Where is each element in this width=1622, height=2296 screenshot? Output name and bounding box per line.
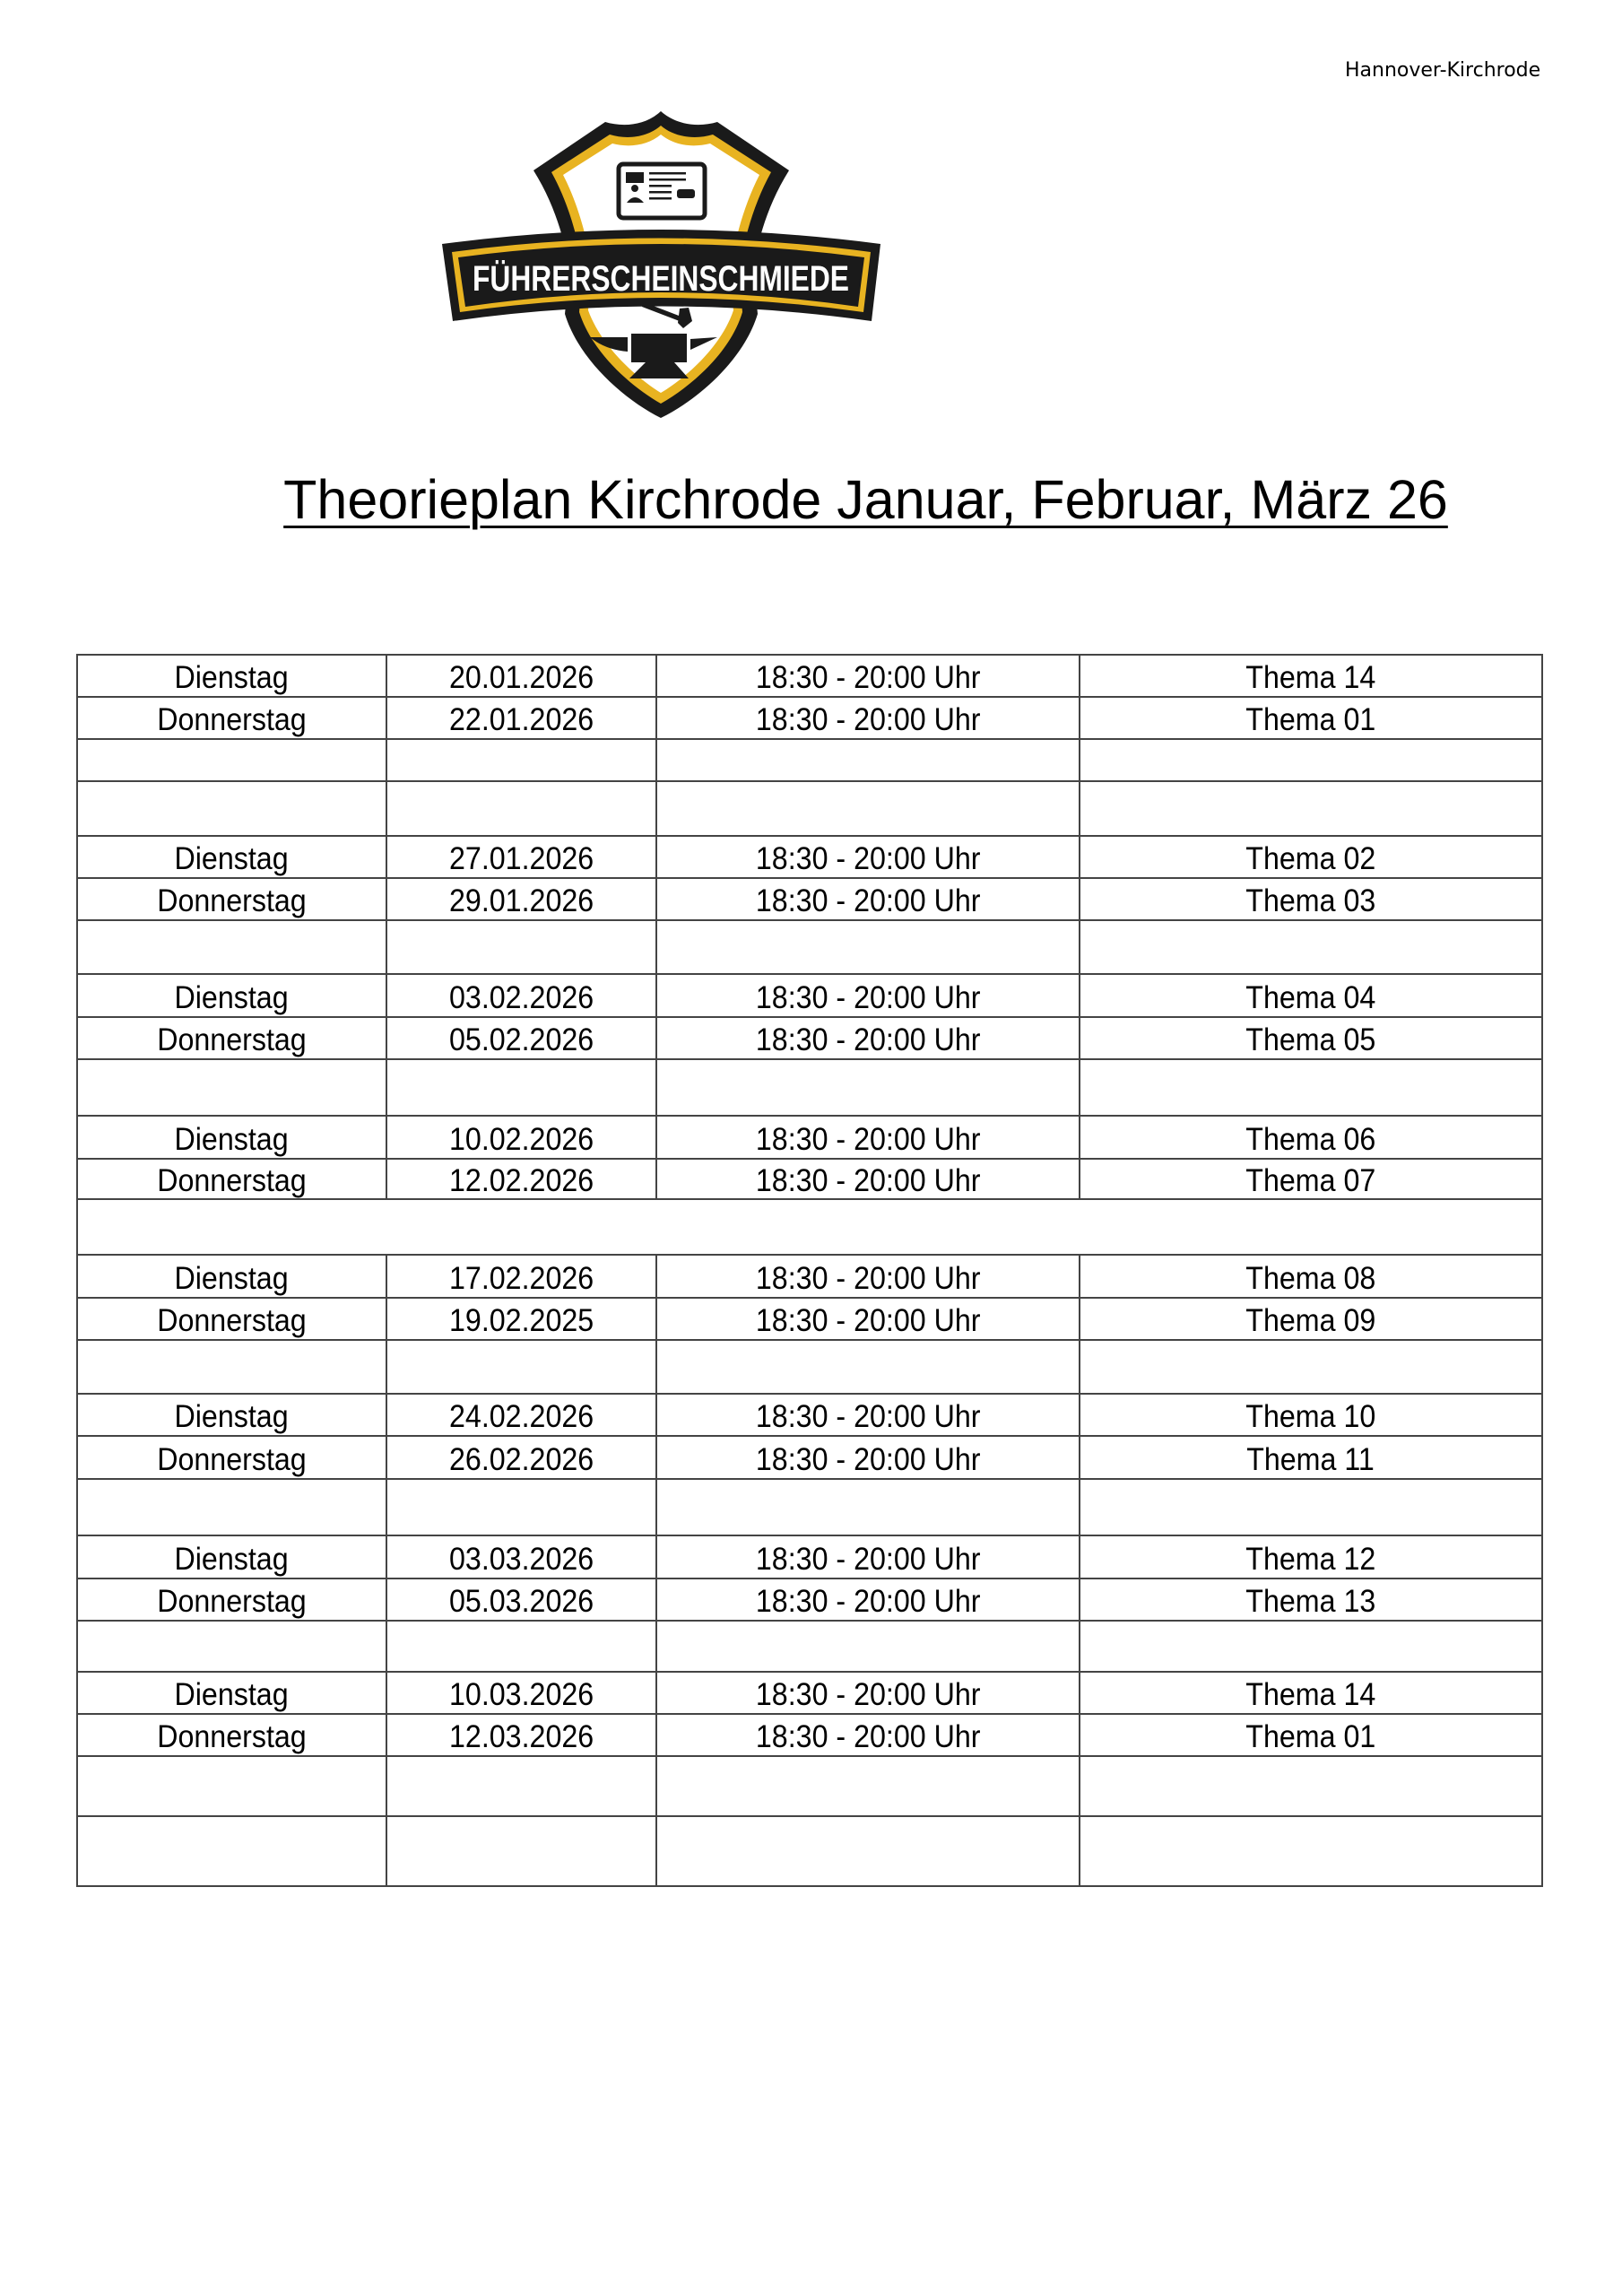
topic-text: Thema 12: [1245, 1541, 1376, 1577]
time-cell: [656, 1394, 1079, 1436]
time-text: 18:30 - 20:00 Uhr: [755, 1677, 981, 1712]
date-cell: [386, 1116, 657, 1159]
date-cell: [386, 781, 657, 836]
time-text: 18:30 - 20:00 Uhr: [755, 702, 981, 737]
table-row: [77, 1255, 1542, 1298]
date-cell: [386, 1298, 657, 1340]
day-cell: [77, 1672, 386, 1714]
table-row: [77, 697, 1542, 739]
table-row: [77, 1298, 1542, 1340]
date-cell: [386, 1578, 657, 1621]
day-cell: [77, 1059, 386, 1116]
day-text: Donnerstag: [157, 702, 307, 737]
date-cell: [386, 739, 657, 781]
time-cell: [656, 1816, 1079, 1886]
empty-row: [77, 781, 1542, 836]
day-cell: [77, 974, 386, 1017]
topic-text: Thema 10: [1245, 1399, 1376, 1434]
date-text: 19.02.2025: [448, 1303, 594, 1338]
day-cell: [77, 1255, 386, 1298]
day-text: Dienstag: [174, 1399, 289, 1434]
time-cell: [656, 878, 1079, 920]
topic-cell: [1080, 920, 1542, 974]
spacer-cell: [77, 1199, 1542, 1255]
date-text: 26.02.2026: [448, 1441, 594, 1477]
merged-spacer-row: [77, 1199, 1542, 1255]
day-cell: [77, 920, 386, 974]
day-cell: [77, 1479, 386, 1535]
date-text: 10.03.2026: [448, 1677, 594, 1712]
time-cell: [656, 1578, 1079, 1621]
date-text: 03.03.2026: [448, 1541, 594, 1577]
date-text: 12.03.2026: [448, 1719, 594, 1754]
date-text: 24.02.2026: [448, 1399, 594, 1434]
location-label: Hannover-Kirchrode: [1345, 59, 1541, 82]
time-text: 18:30 - 20:00 Uhr: [755, 660, 981, 695]
topic-cell: [1080, 1116, 1542, 1159]
day-text: Dienstag: [174, 1260, 289, 1296]
topic-cell: [1080, 1340, 1542, 1394]
empty-row: [77, 920, 1542, 974]
day-text: Dienstag: [174, 979, 289, 1015]
license-card-icon: [619, 164, 705, 218]
topic-cell: [1080, 1436, 1542, 1479]
time-cell: [656, 1159, 1079, 1199]
topic-text: Thema 01: [1245, 702, 1376, 737]
topic-cell: [1080, 1756, 1542, 1816]
date-cell: [386, 1621, 657, 1672]
day-cell: [77, 1714, 386, 1756]
topic-text: Thema 08: [1245, 1260, 1376, 1296]
topic-cell: [1080, 1479, 1542, 1535]
time-cell: [656, 920, 1079, 974]
day-text: Dienstag: [174, 1677, 289, 1712]
date-text: 05.02.2026: [448, 1022, 594, 1057]
time-cell: [656, 655, 1079, 697]
empty-row: [77, 1059, 1542, 1116]
date-cell: [386, 1756, 657, 1816]
date-text: 29.01.2026: [448, 883, 594, 918]
day-text: Donnerstag: [157, 1303, 307, 1338]
day-cell: [77, 1017, 386, 1059]
day-cell: [77, 655, 386, 697]
time-cell: [656, 1340, 1079, 1394]
day-cell: [77, 1756, 386, 1816]
day-cell: [77, 739, 386, 781]
topic-text: Thema 14: [1245, 1677, 1376, 1712]
empty-row: [77, 1756, 1542, 1816]
empty-row: [77, 1621, 1542, 1672]
date-text: 20.01.2026: [448, 660, 594, 695]
topic-cell: [1080, 1394, 1542, 1436]
fuehrerscheinschmiede-logo: [430, 90, 1130, 430]
date-cell: [386, 1394, 657, 1436]
topic-cell: [1080, 1816, 1542, 1886]
topic-cell: [1080, 1535, 1542, 1578]
date-text: 05.03.2026: [448, 1584, 594, 1619]
day-text: Dienstag: [174, 841, 289, 876]
topic-cell: [1080, 974, 1542, 1017]
day-text: Dienstag: [174, 1541, 289, 1577]
date-text: 12.02.2026: [448, 1163, 594, 1198]
day-text: Dienstag: [174, 1121, 289, 1157]
time-text: 18:30 - 20:00 Uhr: [755, 1121, 981, 1157]
table-row: [77, 878, 1542, 920]
day-cell: [77, 1298, 386, 1340]
page-title: Theorieplan Kirchrode Januar, Februar, März 26: [283, 469, 1448, 530]
topic-cell: [1080, 878, 1542, 920]
empty-row: [77, 1479, 1542, 1535]
table-row: [77, 1672, 1542, 1714]
table-row: [77, 1116, 1542, 1159]
day-text: Donnerstag: [157, 883, 307, 918]
time-text: 18:30 - 20:00 Uhr: [755, 979, 981, 1015]
topic-cell: [1080, 1255, 1542, 1298]
topic-text: Thema 06: [1245, 1121, 1376, 1157]
day-cell: [77, 1436, 386, 1479]
table-row: [77, 1436, 1542, 1479]
topic-text: Thema 07: [1245, 1163, 1376, 1198]
date-cell: [386, 697, 657, 739]
date-text: 27.01.2026: [448, 841, 594, 876]
time-cell: [656, 1479, 1079, 1535]
time-text: 18:30 - 20:00 Uhr: [755, 883, 981, 918]
time-text: 18:30 - 20:00 Uhr: [755, 1022, 981, 1057]
date-cell: [386, 1340, 657, 1394]
date-cell: [386, 920, 657, 974]
topic-cell: [1080, 1578, 1542, 1621]
time-text: 18:30 - 20:00 Uhr: [755, 1163, 981, 1198]
date-cell: [386, 1535, 657, 1578]
day-cell: [77, 1394, 386, 1436]
day-cell: [77, 1340, 386, 1394]
topic-text: Thema 03: [1245, 883, 1376, 918]
topic-cell: [1080, 1298, 1542, 1340]
topic-text: Thema 01: [1245, 1719, 1376, 1754]
date-cell: [386, 1159, 657, 1199]
date-cell: [386, 1479, 657, 1535]
topic-cell: [1080, 697, 1542, 739]
table-row: [77, 1394, 1542, 1436]
topic-text: Thema 09: [1245, 1303, 1376, 1338]
day-text: Dienstag: [174, 660, 289, 695]
time-cell: [656, 1672, 1079, 1714]
topic-cell: [1080, 739, 1542, 781]
topic-cell: [1080, 1714, 1542, 1756]
date-cell: [386, 1436, 657, 1479]
date-cell: [386, 836, 657, 878]
day-cell: [77, 697, 386, 739]
date-cell: [386, 1672, 657, 1714]
time-cell: [656, 836, 1079, 878]
time-cell: [656, 1535, 1079, 1578]
time-text: 18:30 - 20:00 Uhr: [755, 1719, 981, 1754]
topic-cell: [1080, 781, 1542, 836]
date-text: 17.02.2026: [448, 1260, 594, 1296]
day-cell: [77, 878, 386, 920]
time-text: 18:30 - 20:00 Uhr: [755, 1584, 981, 1619]
date-cell: [386, 1017, 657, 1059]
topic-cell: [1080, 1672, 1542, 1714]
table-row: [77, 655, 1542, 697]
time-cell: [656, 974, 1079, 1017]
table-row: [77, 1535, 1542, 1578]
table-row: [77, 836, 1542, 878]
time-text: 18:30 - 20:00 Uhr: [755, 841, 981, 876]
date-text: 03.02.2026: [448, 979, 594, 1015]
table-row: [77, 1159, 1542, 1199]
day-cell: [77, 1116, 386, 1159]
time-text: 18:30 - 20:00 Uhr: [755, 1303, 981, 1338]
table-row: [77, 1714, 1542, 1756]
date-cell: [386, 1255, 657, 1298]
topic-cell: [1080, 1059, 1542, 1116]
date-cell: [386, 1714, 657, 1756]
topic-text: Thema 13: [1245, 1584, 1376, 1619]
empty-row: [77, 1816, 1542, 1886]
day-text: Donnerstag: [157, 1022, 307, 1057]
time-cell: [656, 1436, 1079, 1479]
date-cell: [386, 878, 657, 920]
day-cell: [77, 781, 386, 836]
date-cell: [386, 974, 657, 1017]
day-text: Donnerstag: [157, 1719, 307, 1754]
time-cell: [656, 1621, 1079, 1672]
table-row: [77, 974, 1542, 1017]
svg-text:FÜHRERSCHEINSCHMIEDE: FÜHRERSCHEINSCHMIEDE: [473, 259, 947, 299]
date-text: 10.02.2026: [448, 1121, 594, 1157]
topic-cell: [1080, 1159, 1542, 1199]
date-cell: [386, 1816, 657, 1886]
time-cell: [656, 1714, 1079, 1756]
time-cell: [656, 781, 1079, 836]
date-cell: [386, 655, 657, 697]
topic-cell: [1080, 1621, 1542, 1672]
time-cell: [656, 1059, 1079, 1116]
topic-text: Thema 05: [1245, 1022, 1376, 1057]
time-cell: [656, 697, 1079, 739]
topic-text: Thema 11: [1246, 1441, 1375, 1477]
day-text: Donnerstag: [157, 1441, 307, 1477]
table-row: [77, 1017, 1542, 1059]
date-text: 22.01.2026: [448, 702, 594, 737]
empty-row: [77, 739, 1542, 781]
time-text: 18:30 - 20:00 Uhr: [755, 1260, 981, 1296]
date-cell: [386, 1059, 657, 1116]
time-cell: [656, 1756, 1079, 1816]
table-row: [77, 1578, 1542, 1621]
time-cell: [656, 1298, 1079, 1340]
day-text: Donnerstag: [157, 1584, 307, 1619]
day-text: Donnerstag: [157, 1163, 307, 1198]
time-text: 18:30 - 20:00 Uhr: [755, 1541, 981, 1577]
time-cell: [656, 1116, 1079, 1159]
time-cell: [656, 1017, 1079, 1059]
day-cell: [77, 1578, 386, 1621]
topic-text: Thema 04: [1245, 979, 1376, 1015]
day-cell: [77, 1621, 386, 1672]
day-cell: [77, 1159, 386, 1199]
time-text: 18:30 - 20:00 Uhr: [755, 1399, 981, 1434]
topic-cell: [1080, 1017, 1542, 1059]
topic-text: Thema 02: [1245, 841, 1376, 876]
theory-schedule-table: [76, 654, 1543, 1887]
day-cell: [77, 1535, 386, 1578]
topic-cell: [1080, 655, 1542, 697]
time-cell: [656, 1255, 1079, 1298]
topic-text: Thema 14: [1245, 660, 1376, 695]
topic-cell: [1080, 836, 1542, 878]
time-text: 18:30 - 20:00 Uhr: [755, 1441, 981, 1477]
time-cell: [656, 739, 1079, 781]
day-cell: [77, 1816, 386, 1886]
empty-row: [77, 1340, 1542, 1394]
day-cell: [77, 836, 386, 878]
